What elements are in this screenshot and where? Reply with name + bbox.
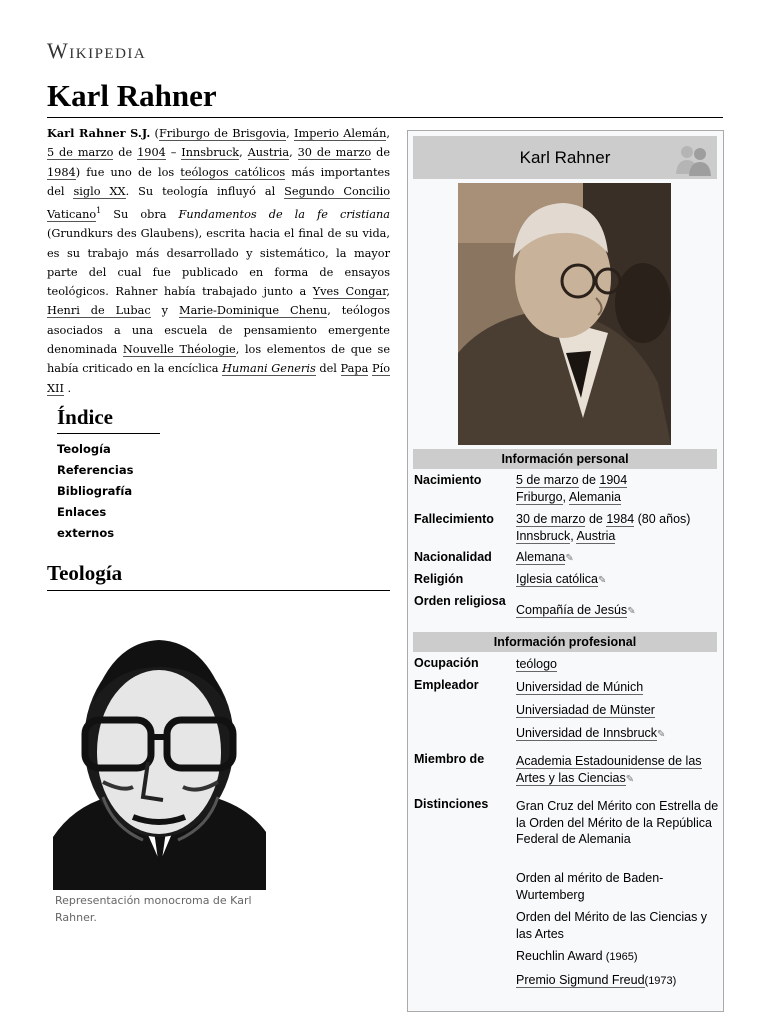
link-nouvelle-theologie[interactable]: Nouvelle Théologie xyxy=(122,343,236,357)
toc-item-enlaces-externos[interactable]: Enlaces externos xyxy=(57,505,115,540)
section-header-professional: Información profesional xyxy=(413,632,717,652)
work-title: Fundamentos de la fe cristiana xyxy=(178,207,390,221)
link-birth-date[interactable]: 5 de marzo xyxy=(516,473,579,487)
award-orden-baden: Orden al mérito de Baden-Wurtemberg xyxy=(516,871,664,902)
toc-list xyxy=(57,439,167,540)
person-icon xyxy=(673,140,713,176)
link-birth-year[interactable]: 1904 xyxy=(599,473,628,487)
link-imperio-aleman[interactable]: Imperio Alemán xyxy=(294,127,387,140)
label-distinciones: Distinciones xyxy=(414,797,489,811)
value-empleador-3 xyxy=(516,725,720,744)
lead-text: ( xyxy=(150,127,159,140)
lead-text: , xyxy=(286,127,295,140)
link-teologo[interactable]: teólogo xyxy=(516,657,558,671)
value-nacionalidad xyxy=(516,549,720,568)
link-pio-xii[interactable]: Pío XII xyxy=(47,362,390,395)
link-death-date[interactable]: 30 de marzo xyxy=(516,512,586,526)
value-text: de xyxy=(578,473,600,487)
value-miembro-de xyxy=(516,753,720,788)
portrait-photo[interactable] xyxy=(458,183,671,445)
link-alemana[interactable]: Alemana xyxy=(516,550,566,564)
link-humani-generis[interactable] xyxy=(222,362,316,376)
reference-1[interactable]: 1 xyxy=(96,206,102,216)
lead-text: , xyxy=(386,285,390,299)
value-empleador-2 xyxy=(516,702,720,719)
lead-text: ) fue uno de los xyxy=(75,165,181,179)
link-lubac[interactable]: Henri de Lubac xyxy=(47,304,151,318)
lead-text: . Su teología influyó al xyxy=(125,184,285,198)
toc-item-teologia[interactable]: Teología xyxy=(57,442,111,456)
link-universidad-innsbruck[interactable]: Universidad de Innsbruck xyxy=(516,726,658,740)
value-empleador-1 xyxy=(516,679,720,696)
value-text: , xyxy=(570,528,577,543)
lead-paragraph xyxy=(47,124,390,398)
value-fallecimiento xyxy=(516,511,720,544)
section-header-personal: Información personal xyxy=(413,449,717,469)
label-religion: Religión xyxy=(414,572,464,586)
award-freud-year: (1973) xyxy=(644,975,677,987)
link-austria[interactable]: Austria xyxy=(247,146,290,160)
link-papa[interactable]: Papa xyxy=(340,362,369,376)
lead-text: , xyxy=(386,127,390,140)
figure-caption: Representación monocroma de Karl Rahner. xyxy=(55,894,252,924)
toc-item-referencias[interactable]: Referencias xyxy=(57,463,134,477)
label-nacionalidad: Nacionalidad xyxy=(414,550,492,564)
lead-text: (Grundkurs des Glaubens), escrita hacia el final de su vida, es su trabajo más desarrollado y sistemático, la mayor parte del cual fue publicado en forma de ensayos teológicos. Rahner había trabajado junto a xyxy=(47,227,390,299)
label-fallecimiento: Fallecimiento xyxy=(414,512,494,526)
link-compania-de-jesus[interactable]: Compañía de Jesús xyxy=(516,603,628,617)
award-gran-cruz: Gran Cruz del Mérito con Estrella de la Orden del Mérito de la República Federal de Alemania xyxy=(516,799,719,846)
link-friburgo[interactable]: Friburgo de Brisgovia xyxy=(158,127,287,140)
link-austria[interactable]: Austria xyxy=(576,528,616,543)
value-text: de xyxy=(585,512,607,526)
label-ocupacion: Ocupación xyxy=(414,656,479,670)
edit-pencil-icon[interactable]: ✎ xyxy=(657,729,666,740)
link-congar[interactable]: Yves Congar xyxy=(312,285,387,299)
table-of-contents xyxy=(57,405,167,540)
lead-text: , xyxy=(289,146,298,160)
link-birth-date[interactable]: 5 de marzo xyxy=(47,146,114,160)
link-death-year[interactable]: 1984 xyxy=(47,165,76,179)
label-miembro-de: Miembro de xyxy=(414,752,485,766)
lead-text: del xyxy=(315,362,341,376)
award-sigmund-freud xyxy=(516,972,720,990)
link-birth-year[interactable]: 1904 xyxy=(137,146,166,160)
link-death-date[interactable]: 30 de marzo xyxy=(297,146,372,160)
title-divider xyxy=(47,117,723,118)
infobox-title: Karl Rahner xyxy=(519,148,611,167)
award-reuchlin xyxy=(516,948,720,966)
link-universidad-munster[interactable]: Universiadad de Münster xyxy=(516,703,655,717)
infobox xyxy=(407,130,724,1012)
link-teologos[interactable]: teólogos católicos xyxy=(180,165,286,179)
award-reuchlin-year: (1965) xyxy=(602,951,638,963)
lead-name: Karl Rahner S.J. xyxy=(47,126,151,140)
award-orden-ciencias: Orden del Mérito de las Ciencias y las Artes xyxy=(516,910,708,941)
award-reuchlin-name: Reuchlin Award xyxy=(516,949,603,963)
link-death-year[interactable]: 1984 xyxy=(606,512,635,526)
lead-text: más importantes del xyxy=(47,165,390,198)
link-universidad-munich[interactable]: Universidad de Múnich xyxy=(516,680,644,694)
link-premio-sigmund-freud[interactable]: Premio Sigmund Freud xyxy=(516,973,645,987)
link-alemania[interactable]: Alemania xyxy=(568,489,621,504)
wikipedia-wordmark[interactable]: Wikipedia xyxy=(47,38,147,63)
lead-text: Su obra xyxy=(101,207,179,221)
link-iglesia-catolica[interactable]: Iglesia católica xyxy=(516,572,598,586)
value-orden-religiosa xyxy=(516,602,720,621)
lead-text: . xyxy=(63,381,72,395)
edit-pencil-icon[interactable]: ✎ xyxy=(598,575,607,586)
humani-title: Humani Generis xyxy=(222,362,316,376)
lead-text: , los elementos de que se había criticado en la encíclica xyxy=(47,343,391,376)
section-heading-teologia: Teología xyxy=(47,561,390,591)
link-friburgo[interactable]: Friburgo xyxy=(516,489,563,504)
label-empleador: Empleador xyxy=(414,678,479,692)
value-text: (80 años) xyxy=(634,512,691,526)
infobox-header xyxy=(413,136,717,179)
lead-text: y xyxy=(150,304,179,318)
lead-text: , teólogos asociados a una escuela de pensamiento emergente denominada xyxy=(47,304,390,357)
label-nacimiento: Nacimiento xyxy=(414,473,482,487)
link-innsbruck[interactable]: Innsbruck xyxy=(181,146,240,160)
value-text: , xyxy=(562,489,569,504)
value-ocupacion xyxy=(516,656,720,673)
edit-pencil-icon[interactable]: ✎ xyxy=(627,606,636,617)
lead-text: de xyxy=(371,146,391,160)
monochrome-portrait[interactable] xyxy=(53,612,266,890)
toc-item-bibliografia[interactable]: Bibliografía xyxy=(57,484,133,498)
lead-text: , xyxy=(239,146,248,160)
page-title: Karl Rahner xyxy=(47,78,217,113)
value-religion xyxy=(516,571,720,590)
lead-text: – xyxy=(165,146,182,160)
value-nacimiento xyxy=(516,472,720,505)
edit-pencil-icon[interactable]: ✎ xyxy=(565,553,574,564)
toc-title: Índice xyxy=(57,405,160,434)
edit-pencil-icon[interactable]: ✎ xyxy=(625,773,635,785)
link-academia[interactable]: Academia Estadounidense de las Artes y las Ciencias xyxy=(516,754,702,785)
link-chenu[interactable]: Marie-Dominique Chenu xyxy=(179,304,328,318)
label-orden-religiosa: Orden religiosa xyxy=(414,594,506,608)
link-innsbruck[interactable]: Innsbruck xyxy=(516,528,571,543)
lead-text: de xyxy=(113,146,138,160)
link-siglo[interactable]: siglo XX xyxy=(73,184,126,198)
link-concilio[interactable]: Segundo Concilio Vaticano xyxy=(47,184,391,221)
